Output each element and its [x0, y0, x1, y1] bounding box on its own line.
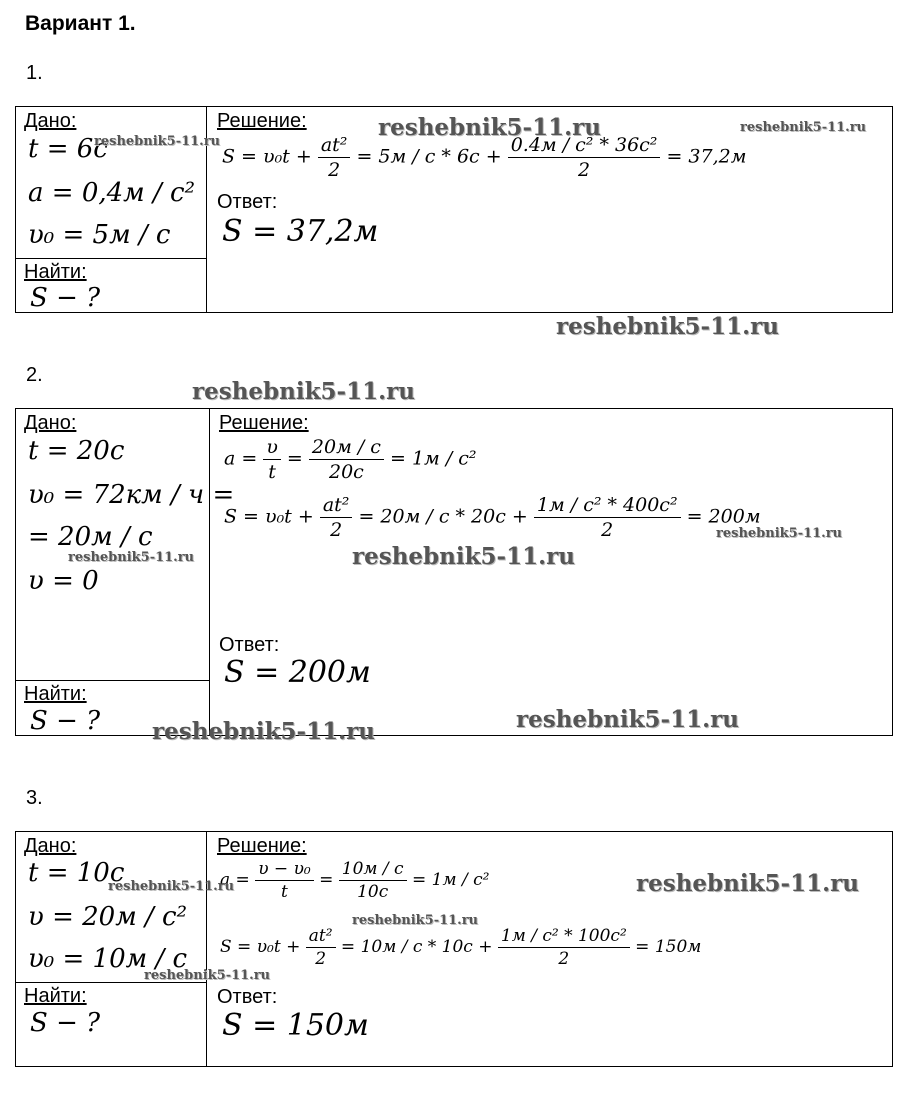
problem-1-given-label: Дано:	[24, 110, 77, 132]
problem-2-given-t: t = 20c	[28, 436, 125, 466]
page-title: Вариант 1.	[25, 12, 136, 35]
problem-1-solution-label: Решение:	[217, 110, 307, 132]
problem-3-solution-label: Решение:	[217, 835, 307, 857]
problem-2-given-label: Дано:	[24, 412, 77, 434]
watermark: reshebnik5-11.ru	[740, 120, 867, 135]
problem-2-given-v0: υ₀ = 72км / ч =	[28, 480, 235, 510]
watermark: reshebnik5-11.ru	[352, 543, 575, 570]
problem-3-acceleration: a = $\frac{\text{υ − υ₀}}{t}$ = $\frac{10м / c}{10c}$ = 1м / c²	[220, 859, 490, 902]
watermark: reshebnik5-11.ru	[108, 879, 235, 894]
problem-1-answer-label: Ответ:	[217, 191, 278, 213]
problem-3-given-label: Дано:	[24, 835, 77, 857]
problem-3-find-value: S − ?	[30, 1008, 101, 1038]
problem-2-answer: S = 200м	[224, 655, 371, 690]
watermark: reshebnik5-11.ru	[192, 378, 415, 405]
problem-3-fraction-dv-t: $\frac{\text{υ − υ₀}}{t}$	[255, 859, 314, 902]
problem-3-fraction-values: $\frac{10м / c}{10c}$	[339, 859, 407, 902]
watermark: reshebnik5-11.ru	[636, 870, 859, 897]
problem-2-fraction-v-t: $\frac{\upsilon}{t}$	[263, 436, 281, 483]
problem-3-answer: S = 150м	[222, 1008, 369, 1043]
problem-1-given-a: a = 0,4м / c²	[28, 178, 195, 208]
problem-3-number: 3.	[26, 787, 43, 809]
problem-3-given-t: t = 10c	[28, 858, 125, 888]
watermark: reshebnik5-11.ru	[516, 706, 739, 733]
problem-2-find-divider	[15, 680, 210, 681]
watermark: reshebnik5-11.ru	[94, 134, 221, 149]
problem-2-answer-label: Ответ:	[219, 634, 280, 656]
problem-2-find-label: Найти:	[24, 683, 87, 705]
problem-3-fraction-at2: $\frac{\text{at²}}{2}$	[306, 926, 336, 969]
problem-3-formula: S = υ₀t + $\frac{\text{at²}}{2}$ = 10м / c * 10c + $\frac{\text{1м / c² * 100c²}}{2}$ = 150м	[220, 926, 702, 969]
problem-2-fraction-at2: $\frac{\text{at²}}{2}$	[320, 494, 353, 541]
problem-2-formula: S = υ₀t + $\frac{\text{at²}}{2}$ = 20м / c * 20c + $\frac{\text{1м / c² * 400c²}}{2}$ = 200м	[224, 494, 761, 541]
problem-1-number: 1.	[26, 62, 43, 84]
watermark: reshebnik5-11.ru	[716, 526, 843, 541]
problem-3-given-v: υ = 20м / c²	[28, 902, 188, 932]
problem-2-number: 2.	[26, 364, 43, 386]
watermark: reshebnik5-11.ru	[378, 114, 601, 141]
problem-1-fraction-at2: $\frac{\text{at²}}{2}$	[318, 134, 351, 181]
problem-2-fraction-main: $\frac{\text{1м / c² * 400c²}}{2}$	[534, 494, 681, 541]
watermark: reshebnik5-11.ru	[144, 968, 271, 983]
problem-1-find-value: S − ?	[30, 283, 101, 313]
problem-2-solution-label: Решение:	[219, 412, 309, 434]
problem-1-formula: S = υ₀t + $\frac{\text{at²}}{2}$ = 5м / c * 6c + $\frac{\text{0.4м / c² * 36c²}}{2}$ = 37,2м	[222, 134, 747, 181]
problem-1-answer: S = 37,2м	[222, 214, 379, 249]
problem-1-fraction-main: $\frac{\text{0.4м / c² * 36c²}}{2}$	[508, 134, 661, 181]
watermark: reshebnik5-11.ru	[152, 718, 375, 745]
problem-1-find-label: Найти:	[24, 261, 87, 283]
problem-3-fraction-main: $\frac{\text{1м / c² * 100c²}}{2}$	[498, 926, 630, 969]
watermark: reshebnik5-11.ru	[556, 313, 779, 340]
problem-3-answer-label: Ответ:	[217, 986, 278, 1008]
problem-3-find-label: Найти:	[24, 985, 87, 1007]
problem-1-given-v0: υ₀ = 5м / c	[28, 220, 171, 250]
problem-1-find-divider	[15, 258, 207, 259]
problem-2-given-v0-si: = 20м / c	[28, 522, 153, 552]
problem-2-fraction-values: $\frac{20м / c}{20c}$	[309, 436, 384, 483]
problem-3-divider	[206, 831, 207, 1067]
watermark: reshebnik5-11.ru	[68, 550, 195, 565]
problem-1-given-t: t = 6c	[28, 134, 108, 164]
watermark: reshebnik5-11.ru	[352, 913, 479, 928]
problem-3-given-v0: υ₀ = 10м / c	[28, 944, 188, 974]
problem-2-divider	[209, 408, 210, 736]
problem-2-given-v: υ = 0	[28, 566, 99, 596]
problem-2-acceleration: a = $\frac{\upsilon}{t}$ = $\frac{20м / c}{20c}$ = 1м / c²	[224, 436, 477, 483]
problem-2-find-value: S − ?	[30, 706, 101, 736]
